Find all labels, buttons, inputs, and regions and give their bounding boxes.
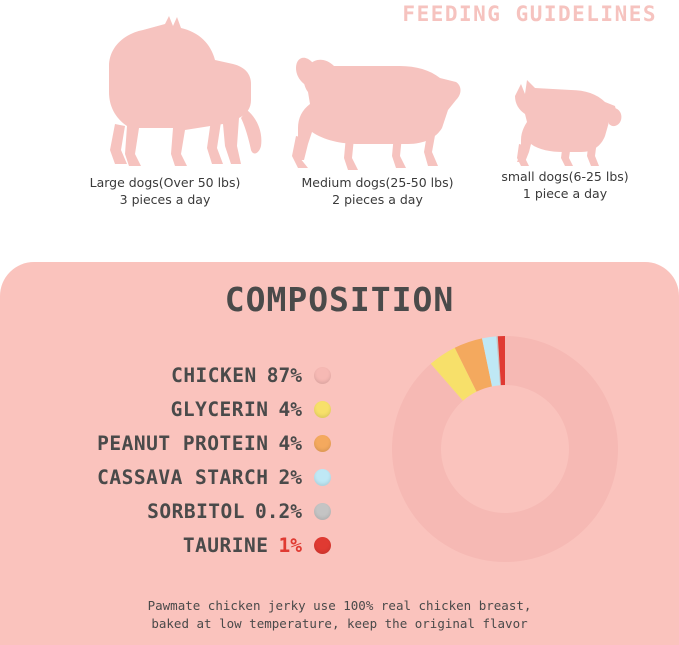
feeding-caption-medium-line1: Medium dogs(25-50 lbs) xyxy=(301,175,454,190)
feeding-guidelines-section xyxy=(0,0,679,262)
legend-color-swatch xyxy=(314,469,331,486)
legend-row xyxy=(0,392,345,426)
legend-value: 87% xyxy=(266,363,302,387)
legend-row xyxy=(0,494,345,528)
composition-title: COMPOSITION xyxy=(224,280,455,319)
legend-label: PEANUT PROTEIN xyxy=(97,431,269,455)
legend-value: 0.2% xyxy=(255,499,302,523)
feeding-caption-large-line1: Large dogs(Over 50 lbs) xyxy=(89,175,241,190)
composition-footnote xyxy=(0,597,679,633)
legend-color-swatch xyxy=(314,401,331,418)
feeding-column-medium xyxy=(270,52,485,208)
legend-value: 1% xyxy=(278,533,302,557)
legend-row xyxy=(0,528,345,562)
legend-row xyxy=(0,358,345,392)
feeding-column-small xyxy=(470,78,660,202)
legend-color-swatch xyxy=(314,537,331,554)
feeding-caption-small-line2: 1 piece a day xyxy=(522,186,608,201)
legend-label: CASSAVA STARCH xyxy=(97,465,269,489)
feeding-column-large xyxy=(40,14,290,208)
composition-legend xyxy=(0,358,345,562)
legend-color-swatch xyxy=(314,367,331,384)
composition-section xyxy=(0,262,679,645)
legend-color-swatch xyxy=(314,435,331,452)
legend-value: 2% xyxy=(278,465,302,489)
footnote-line-2: baked at low temperature, keep the original flavor xyxy=(151,616,528,631)
legend-label: GLYCERIN xyxy=(170,397,269,421)
legend-label: SORBITOL xyxy=(147,499,246,523)
large-dog-silhouette xyxy=(65,14,265,174)
feeding-caption-small-line1: small dogs(6-25 lbs) xyxy=(501,169,629,184)
legend-value: 4% xyxy=(278,431,302,455)
donut-chart-svg xyxy=(390,334,620,564)
donut-slice xyxy=(392,336,618,562)
legend-value: 4% xyxy=(278,397,302,421)
legend-row xyxy=(0,426,345,460)
composition-donut-chart xyxy=(390,334,620,564)
feeding-caption-medium-line2: 2 pieces a day xyxy=(332,192,423,207)
medium-dog-silhouette xyxy=(290,52,465,174)
legend-color-swatch xyxy=(314,503,331,520)
feeding-caption-large-line2: 3 pieces a day xyxy=(119,192,211,207)
legend-label: TAURINE xyxy=(182,533,269,557)
small-dog-silhouette xyxy=(505,78,625,168)
legend-label: CHICKEN xyxy=(171,363,257,387)
footnote-line-1: Pawmate chicken jerky use 100% real chicken breast, xyxy=(147,598,532,613)
feeding-guidelines-title: FEEDING GUIDELINES xyxy=(402,2,657,26)
legend-row xyxy=(0,460,345,494)
